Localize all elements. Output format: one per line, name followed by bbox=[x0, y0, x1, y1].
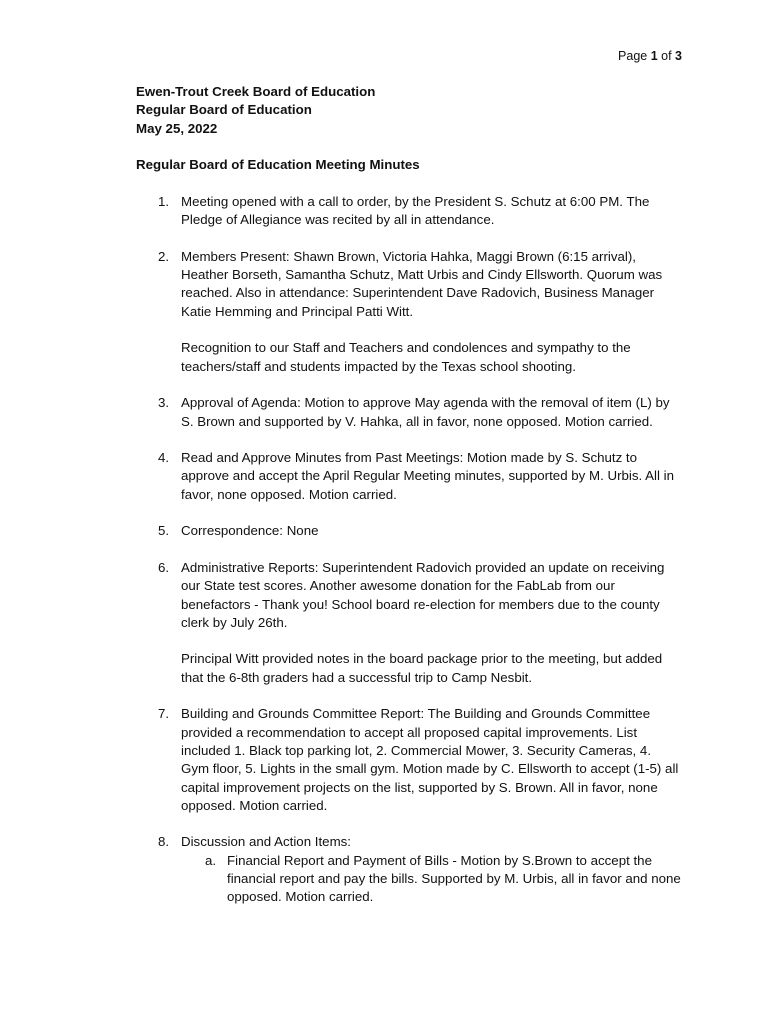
minutes-item bbox=[136, 705, 682, 815]
page-number-of: of bbox=[657, 49, 676, 63]
minutes-item bbox=[136, 248, 682, 376]
sub-item bbox=[181, 852, 682, 907]
sub-item-letter: a. bbox=[205, 852, 217, 868]
item-number: 4. bbox=[158, 450, 170, 466]
header-meeting-type: Regular Board of Education bbox=[136, 102, 312, 118]
minutes-item bbox=[136, 449, 682, 504]
item-paragraph: Meeting opened with a call to order, by the President S. Schutz at 6:00 PM. The Pledge of Allegiance was recited by all in attendance. bbox=[181, 194, 650, 228]
sub-item-list bbox=[181, 852, 682, 907]
item-paragraph: Principal Witt provided notes in the board package prior to the meeting, but added that the 6-8th graders had a successful trip to Camp Nesbit. bbox=[181, 651, 663, 685]
item-number: 6. bbox=[158, 559, 170, 575]
minutes-item bbox=[136, 394, 682, 431]
item-number: 5. bbox=[158, 523, 170, 539]
item-paragraph: Building and Grounds Committee Report: The Building and Grounds Committee provided a recommendation to accept all proposed capital improvements. List included 1. Black top parking lot, 2. Commercial Mower, 3. Security Cameras, 4. Gym floor, 5. Lights in the small gym. Motion made by C. Ellsworth to accept (1-5) all capital improvement projects on the list, supported by S. Brown. All in favor, none opposed. Motion carried. bbox=[181, 706, 679, 813]
item-paragraph: Correspondence: None bbox=[181, 523, 319, 539]
item-number: 1. bbox=[158, 194, 170, 209]
item-paragraph: Recognition to our Staff and Teachers and condolences and sympathy to the teachers/staff and students impacted by the Texas school shooting. bbox=[181, 340, 631, 374]
minutes-item bbox=[136, 559, 682, 687]
item-number: 2. bbox=[158, 248, 170, 264]
minutes-item bbox=[136, 193, 682, 230]
page-number-total: 3 bbox=[675, 49, 682, 63]
item-paragraph: Members Present: Shawn Brown, Victoria Hahka, Maggi Brown (6:15 arrival), Heather Borseth, Samantha Schutz, Matt Urbis and Cindy Ellsworth. Quorum was reached. Also in attendance: Superintendent Dave Radovich, Business Manager Katie Hemming and Principal Patti Witt. bbox=[181, 248, 663, 319]
minutes-list bbox=[136, 193, 682, 925]
header-organization: Ewen-Trout Creek Board of Education bbox=[136, 84, 376, 99]
item-number: 3. bbox=[158, 395, 170, 411]
minutes-item bbox=[136, 833, 682, 906]
header-date: May 25, 2022 bbox=[136, 120, 218, 136]
minutes-item bbox=[136, 522, 682, 540]
page-number-current: 1 bbox=[650, 49, 658, 63]
document-header bbox=[136, 83, 375, 138]
page-number-prefix: Page bbox=[618, 49, 651, 63]
document-title: Regular Board of Education Meeting Minutes bbox=[136, 157, 420, 172]
page-number bbox=[618, 47, 682, 65]
item-paragraph: Administrative Reports: Superintendent Radovich provided an update on receiving our State test scores. Another awesome donation for the FabLab from our benefactors - Thank you! School board re-election for members due to the county clerk by July 26th. bbox=[181, 559, 665, 630]
item-paragraph: Approval of Agenda: Motion to approve May agenda with the removal of item (L) by S. Brown and supported by V. Hahka, all in favor, none opposed. Motion carried. bbox=[181, 395, 670, 429]
sub-item-text: Financial Report and Payment of Bills - Motion by S.Brown to accept the financial report and pay the bills. Supported by M. Urbis, all in favor and none opposed. Motion carried. bbox=[227, 852, 681, 905]
item-number: 7. bbox=[158, 706, 170, 722]
item-number: 8. bbox=[158, 834, 170, 850]
item-paragraph: Discussion and Action Items: bbox=[181, 834, 351, 850]
item-paragraph: Read and Approve Minutes from Past Meetings: Motion made by S. Schutz to approve and accept the April Regular Meeting minutes, supported by M. Urbis. All in favor, none opposed. Motion carried. bbox=[181, 450, 674, 502]
